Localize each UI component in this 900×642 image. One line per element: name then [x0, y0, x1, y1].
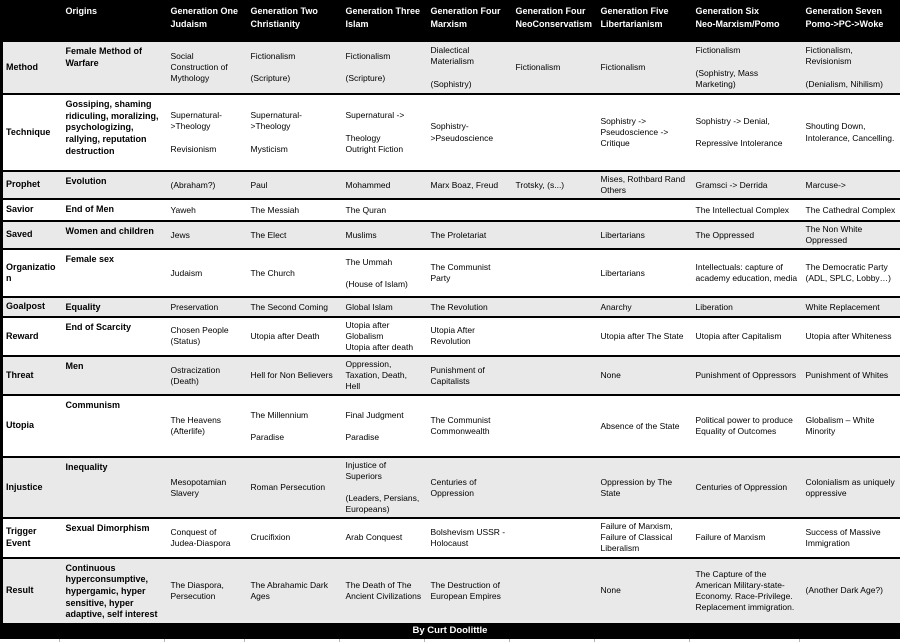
table-cell: Sophistry -> Denial, Repressive Intolerance	[692, 94, 802, 171]
table-cell: Punishment of Oppressors	[692, 356, 802, 395]
table-cell: Globalism – White Minority	[802, 395, 900, 457]
table-cell: The Cathedral Complex	[802, 199, 900, 221]
table-cell: Utopia after Capitalism	[692, 317, 802, 356]
table-row	[2, 221, 900, 249]
column-header-ideology: Islam	[346, 18, 424, 31]
table-cell: The Capture of the American Military-state-Economy. Race-Privilege. Replacement immigration.	[692, 558, 802, 623]
table-cell: Hell for Non Believers	[247, 356, 342, 395]
table-cell: Gramsci -> Derrida	[692, 171, 802, 199]
row-label: Goalpost	[2, 297, 62, 317]
column-header	[597, 1, 692, 41]
table-cell: Success of Massive Immigration	[802, 518, 900, 557]
table-cell: Intellectuals: capture of academy education, media	[692, 249, 802, 297]
table-cell: The Death of The Ancient Civilizations	[342, 558, 427, 623]
table-cell: Supernatural->Theology Mysticism	[247, 94, 342, 171]
table-cell: Colonialism as uniquely oppressive	[802, 457, 900, 518]
origins-cell: Women and children	[62, 221, 167, 249]
table-cell: Jews	[167, 221, 247, 249]
table-cell: Fictionalism (Scripture)	[342, 41, 427, 94]
table-cell: Supernatural->Theology Revisionism	[167, 94, 247, 171]
table-cell: Trotsky, (s...)	[512, 171, 597, 199]
table-cell: Marx Boaz, Freud	[427, 171, 512, 199]
table-cell: Failure of Marxism, Failure of Classical Liberalism	[597, 518, 692, 557]
row-label: Method	[2, 41, 62, 94]
table-cell	[512, 457, 597, 518]
table-cell: The Democratic Party (ADL, SPLC, Lobby…)	[802, 249, 900, 297]
table-row	[2, 297, 900, 317]
origins-cell: Sexual Dimorphism	[62, 518, 167, 557]
table-cell: The Quran	[342, 199, 427, 221]
row-label: Injustice	[2, 457, 62, 518]
table-cell: Utopia After Revolution	[427, 317, 512, 356]
row-label: Saved	[2, 221, 62, 249]
table-cell: Fictionalism, Revisionism (Denialism, Nihilism)	[802, 41, 900, 94]
table-cell: Muslims	[342, 221, 427, 249]
column-header-generation: Generation Four	[431, 5, 509, 18]
table-cell: The Non White Oppressed	[802, 221, 900, 249]
table-row	[2, 199, 900, 221]
table-cell: Absence of the State	[597, 395, 692, 457]
table-cell: Final Judgment Paradise	[342, 395, 427, 457]
table-cell: Preservation	[167, 297, 247, 317]
table-row	[2, 457, 900, 518]
table-cell: Supernatural -> Theology Outright Fiction	[342, 94, 427, 171]
table-cell: None	[597, 356, 692, 395]
table-cell: Roman Persecution	[247, 457, 342, 518]
table-cell: The Ummah (House of Islam)	[342, 249, 427, 297]
row-label: Savior	[2, 199, 62, 221]
column-header-ideology: Neo-Marxism/Pomo	[696, 18, 799, 31]
table-body	[2, 41, 900, 623]
table-row	[2, 249, 900, 297]
table-cell: Utopia after Whiteness	[802, 317, 900, 356]
column-header	[512, 1, 597, 41]
table-cell: Ostracization (Death)	[167, 356, 247, 395]
table-cell: Libertarians	[597, 221, 692, 249]
table-row	[2, 94, 900, 171]
column-header-generation: Generation Two	[251, 5, 339, 18]
table-cell: Oppression by The State	[597, 457, 692, 518]
table-cell: Fictionalism	[512, 41, 597, 94]
table-cell: The Heavens (Afterlife)	[167, 395, 247, 457]
column-header-generation: Generation One	[171, 5, 244, 18]
table-cell: (Abraham?)	[167, 171, 247, 199]
table-cell: Utopia after The State	[597, 317, 692, 356]
table-cell: Punishment of Whites	[802, 356, 900, 395]
origins-cell: Men	[62, 356, 167, 395]
row-label: Result	[2, 558, 62, 623]
table-cell: The Communist Party	[427, 249, 512, 297]
table-cell	[512, 518, 597, 557]
table-row	[2, 558, 900, 623]
origins-cell: Continuous hyperconsumptive, hypergamic, hyper sensitive, hyper adaptive, self interest	[62, 558, 167, 623]
table-cell: The Oppressed	[692, 221, 802, 249]
row-label: Trigger Event	[2, 518, 62, 557]
table-cell	[512, 317, 597, 356]
table-cell: (Another Dark Age?)	[802, 558, 900, 623]
origins-cell: End of Men	[62, 199, 167, 221]
table-row	[2, 317, 900, 356]
origins-cell: Equality	[62, 297, 167, 317]
table-cell: The Millennium Paradise	[247, 395, 342, 457]
table-row	[2, 171, 900, 199]
origins-cell: Communism	[62, 395, 167, 457]
row-label: Prophet	[2, 171, 62, 199]
origins-cell: End of Scarcity	[62, 317, 167, 356]
table-cell: Arab Conquest	[342, 518, 427, 557]
table-cell: The Intellectual Complex	[692, 199, 802, 221]
table-cell: The Messiah	[247, 199, 342, 221]
table-cell: The Communist Commonwealth	[427, 395, 512, 457]
row-label: Technique	[2, 94, 62, 171]
row-label: Threat	[2, 356, 62, 395]
table-cell: Injustice of Superiors (Leaders, Persians, Europeans)	[342, 457, 427, 518]
table-cell: Paul	[247, 171, 342, 199]
table-cell: Sophistry->Pseudoscience	[427, 94, 512, 171]
table-cell	[512, 558, 597, 623]
table-cell: The Second Coming	[247, 297, 342, 317]
column-header-ideology: Christianity	[251, 18, 339, 31]
table-cell: Mohammed	[342, 171, 427, 199]
table-cell: Fictionalism (Scripture)	[247, 41, 342, 94]
table-cell: Mises, Rothbard Rand Others	[597, 171, 692, 199]
origins-cell: Female sex	[62, 249, 167, 297]
table-cell: The Church	[247, 249, 342, 297]
table-cell	[597, 199, 692, 221]
table-row	[2, 518, 900, 557]
credit-text: By Curt Doolittle	[413, 625, 488, 636]
table-cell	[427, 199, 512, 221]
column-header-ideology: Origins	[66, 5, 164, 18]
table-cell	[512, 199, 597, 221]
column-header-ideology: NeoConservatism	[516, 18, 594, 31]
column-header	[62, 1, 167, 41]
table-cell: Anarchy	[597, 297, 692, 317]
table-cell: Liberation	[692, 297, 802, 317]
column-header	[342, 1, 427, 41]
table-cell: Yaweh	[167, 199, 247, 221]
table-cell: Centuries of Oppression	[692, 457, 802, 518]
table-cell: Utopia after Death	[247, 317, 342, 356]
table-cell: Failure of Marxism	[692, 518, 802, 557]
column-header-generation: Generation Seven	[806, 5, 898, 18]
table-cell	[512, 94, 597, 171]
table-row	[2, 395, 900, 457]
column-header-ideology: Marxism	[431, 18, 509, 31]
table-row	[2, 41, 900, 94]
table-cell: Global Islam	[342, 297, 427, 317]
column-header-generation: Generation Six	[696, 5, 799, 18]
column-header	[2, 1, 62, 41]
column-header	[692, 1, 802, 41]
table-cell: Social Construction of Mythology	[167, 41, 247, 94]
table-cell: White Replacement	[802, 297, 900, 317]
table-cell: None	[597, 558, 692, 623]
table-cell	[512, 395, 597, 457]
row-label: Organization	[2, 249, 62, 297]
table-cell: The Destruction of European Empires	[427, 558, 512, 623]
column-header-ideology: Libertarianism	[601, 18, 689, 31]
column-header	[427, 1, 512, 41]
table-cell: Shouting Down, Intolerance, Cancelling.	[802, 94, 900, 171]
origins-cell: Gossiping, shaming ridiculing, moralizing, psychologizing, rallying, reputation destruction	[62, 94, 167, 171]
table-cell: Dialectical Materialism (Sophistry)	[427, 41, 512, 94]
table-cell: Mesopotamian Slavery	[167, 457, 247, 518]
table-cell: Chosen People (Status)	[167, 317, 247, 356]
table-cell	[512, 249, 597, 297]
table-cell: Sophistry -> Pseudoscience -> Critique	[597, 94, 692, 171]
table-cell: Fictionalism (Sophistry, Mass Marketing)	[692, 41, 802, 94]
table-cell: The Abrahamic Dark Ages	[247, 558, 342, 623]
column-header	[802, 1, 900, 41]
table-cell: Fictionalism	[597, 41, 692, 94]
origins-cell: Female Method of Warfare	[62, 41, 167, 94]
row-label: Utopia	[2, 395, 62, 457]
column-header-ideology: Pomo->PC->Woke	[806, 18, 898, 31]
origins-cell: Inequality	[62, 457, 167, 518]
column-header-generation: Generation Four	[516, 5, 594, 18]
table-cell: Libertarians	[597, 249, 692, 297]
table-cell: Marcuse->	[802, 171, 900, 199]
table-cell	[512, 221, 597, 249]
table-cell: The Revolution	[427, 297, 512, 317]
column-header	[247, 1, 342, 41]
table-cell: Bolshevism USSR - Holocaust	[427, 518, 512, 557]
table-cell: Utopia after Globalism Utopia after death	[342, 317, 427, 356]
table-row	[2, 356, 900, 395]
row-label: Reward	[2, 317, 62, 356]
column-header-generation: Generation Three	[346, 5, 424, 18]
table-cell	[512, 297, 597, 317]
column-header-generation: Generation Five	[601, 5, 689, 18]
table-cell: Judaism	[167, 249, 247, 297]
table-cell	[512, 356, 597, 395]
table-cell: The Diaspora, Persecution	[167, 558, 247, 623]
table-cell: Centuries of Oppression	[427, 457, 512, 518]
origins-cell: Evolution	[62, 171, 167, 199]
column-header	[167, 1, 247, 41]
table-cell: Political power to produce Equality of Outcomes	[692, 395, 802, 457]
table-cell: Crucifixion	[247, 518, 342, 557]
table-cell: Conquest of Judea-Diaspora	[167, 518, 247, 557]
column-header-ideology: Judaism	[171, 18, 244, 31]
table-cell: Oppression, Taxation, Death, Hell	[342, 356, 427, 395]
table-cell: The Proletariat	[427, 221, 512, 249]
table-cell: The Elect	[247, 221, 342, 249]
footer-credit-bar	[0, 623, 900, 639]
table-cell: Punishment of Capitalists	[427, 356, 512, 395]
header-row	[2, 1, 900, 41]
